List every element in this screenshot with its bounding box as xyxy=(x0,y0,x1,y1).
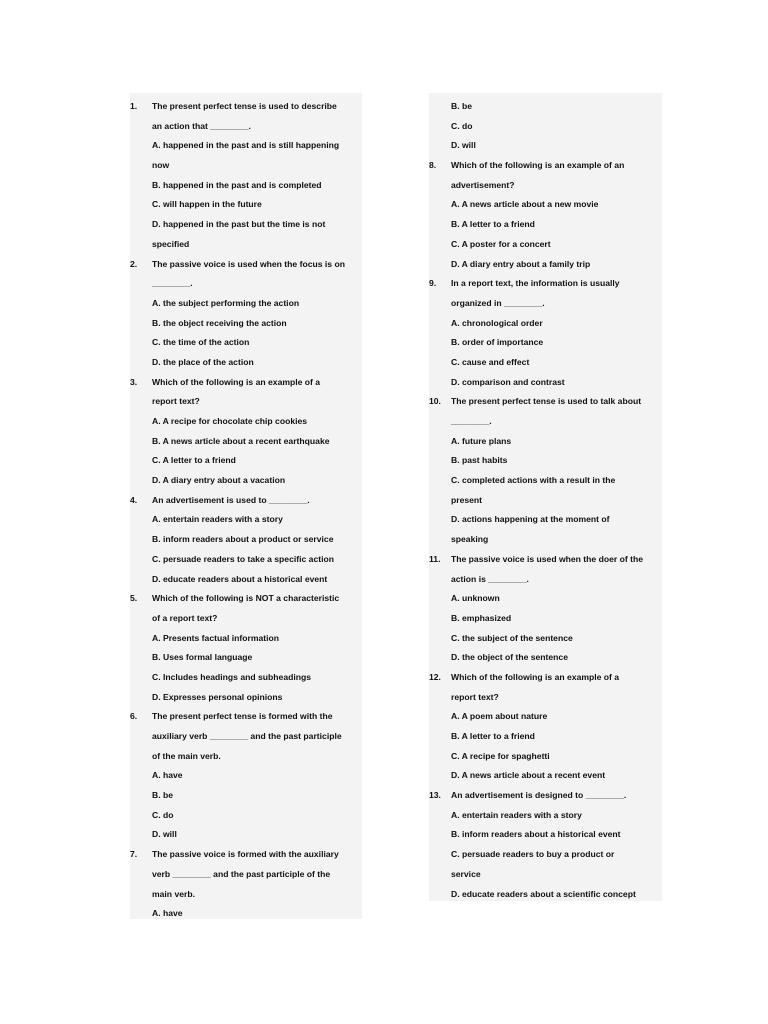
answer-line xyxy=(130,117,362,137)
question-number: 1. xyxy=(130,101,138,111)
answer-line xyxy=(429,530,662,550)
answer-line xyxy=(429,176,662,196)
answer-line xyxy=(429,609,662,629)
answer-line xyxy=(130,727,362,747)
question-text: The passive voice is formed with the auxiliary xyxy=(152,849,339,860)
line-text: D. the place of the action xyxy=(152,356,254,367)
line-text: report text? xyxy=(451,691,499,702)
answer-line xyxy=(130,865,362,885)
answer-line xyxy=(130,353,362,373)
line-text: D. Expresses personal opinions xyxy=(152,691,283,702)
line-text: D. educate readers about a historical event xyxy=(152,573,328,584)
line-text: D. actions happening at the moment of xyxy=(451,514,610,525)
answer-line xyxy=(429,412,662,432)
question-text: The present perfect tense is used to talk about xyxy=(451,396,642,407)
line-text: D. A diary entry about a family trip xyxy=(451,258,591,269)
line-text: B. order of importance xyxy=(451,337,544,348)
line-text: advertisement? xyxy=(451,179,515,190)
line-text: C. do xyxy=(451,120,473,131)
answer-line xyxy=(429,294,662,314)
question-line xyxy=(429,274,662,294)
line-text: A. have xyxy=(152,770,183,781)
line-text: C. will happen in the future xyxy=(152,199,262,210)
answer-line xyxy=(130,550,362,570)
line-text: specified xyxy=(152,238,190,249)
answer-line xyxy=(130,314,362,334)
question-line xyxy=(130,491,362,511)
line-text: of the main verb. xyxy=(152,750,221,761)
line-text: D. educate readers about a scientific concept xyxy=(451,888,636,899)
answer-line xyxy=(429,136,662,156)
question-text: An advertisement is used to ________. xyxy=(152,494,310,505)
question-text: The passive voice is used when the doer of the xyxy=(451,553,643,564)
line-text: D. A news article about a recent event xyxy=(451,770,606,781)
answer-line xyxy=(130,668,362,688)
line-text: present xyxy=(451,494,483,505)
answer-line xyxy=(130,510,362,530)
answer-line xyxy=(429,589,662,609)
line-text: A. happened in the past and is still happening xyxy=(152,140,340,151)
answer-line xyxy=(130,609,362,629)
line-text: B. happened in the past and is completed xyxy=(152,179,322,190)
answer-line xyxy=(429,747,662,767)
question-text: Which of the following is NOT a characteristic xyxy=(152,593,340,604)
answer-line xyxy=(429,727,662,747)
question-text: The passive voice is used when the focus is on xyxy=(152,258,345,269)
answer-line xyxy=(130,215,362,235)
line-text: A. A poem about nature xyxy=(451,711,548,722)
answer-line xyxy=(130,333,362,353)
question-line xyxy=(429,156,662,176)
answer-line xyxy=(429,97,662,117)
answer-line xyxy=(429,885,662,905)
line-text: C. the subject of the sentence xyxy=(451,632,573,643)
question-text: An advertisement is designed to ________. xyxy=(451,790,627,801)
line-text: now xyxy=(152,160,170,171)
answer-line xyxy=(429,314,662,334)
line-text: C. persuade readers to take a specific action xyxy=(152,553,334,564)
answer-line xyxy=(429,451,662,471)
question-number: 7. xyxy=(130,849,138,860)
answer-line xyxy=(130,530,362,550)
line-text: C. completed actions with a result in the xyxy=(451,475,616,486)
line-text: an action that ________. xyxy=(152,120,251,131)
line-text: A. unknown xyxy=(451,593,500,604)
answer-line xyxy=(429,688,662,708)
answer-line xyxy=(429,117,662,137)
line-text: A. Presents factual information xyxy=(152,632,280,643)
question-line xyxy=(130,707,362,727)
line-text: C. A recipe for spaghetti xyxy=(451,750,550,761)
line-text: B. the object receiving the action xyxy=(152,317,287,328)
line-text: A. have xyxy=(152,908,183,919)
answer-line xyxy=(429,570,662,590)
line-text: C. do xyxy=(152,809,174,820)
line-text: B. be xyxy=(451,101,473,111)
line-text: A. future plans xyxy=(451,435,512,446)
question-text: Which of the following is an example of an xyxy=(451,160,625,171)
question-number: 4. xyxy=(130,494,138,505)
answer-line xyxy=(130,412,362,432)
question-line xyxy=(429,668,662,688)
question-text: The present perfect tense is used to describe xyxy=(152,101,337,111)
question-number: 2. xyxy=(130,258,138,269)
question-number: 8. xyxy=(429,160,437,171)
line-text: C. A poster for a concert xyxy=(451,238,551,249)
answer-line xyxy=(130,195,362,215)
answer-line xyxy=(429,491,662,511)
question-number: 3. xyxy=(130,376,138,387)
answer-line xyxy=(429,825,662,845)
question-number: 13. xyxy=(429,790,441,801)
line-text: D. A diary entry about a vacation xyxy=(152,475,286,486)
line-text: A. chronological order xyxy=(451,317,543,328)
line-text: B. inform readers about a product or service xyxy=(152,534,334,545)
line-text: B. inform readers about a historical event xyxy=(451,829,621,840)
answer-line xyxy=(429,432,662,452)
line-text: B. A letter to a friend xyxy=(451,219,535,230)
answer-line xyxy=(130,156,362,176)
line-text: ________. xyxy=(152,278,193,289)
answer-line xyxy=(130,688,362,708)
answer-line xyxy=(429,373,662,393)
line-text: B. A news article about a recent earthquake xyxy=(152,435,330,446)
question-line xyxy=(429,392,662,412)
question-line xyxy=(130,845,362,865)
line-text: C. A letter to a friend xyxy=(152,455,236,466)
question-number: 12. xyxy=(429,671,441,682)
line-text: main verb. xyxy=(152,888,195,899)
answer-line xyxy=(130,747,362,767)
line-text: C. Includes headings and subheadings xyxy=(152,671,312,682)
question-text: The present perfect tense is formed with the xyxy=(152,711,333,722)
answer-line xyxy=(429,629,662,649)
line-text: B. be xyxy=(152,790,174,801)
answer-line xyxy=(130,294,362,314)
line-text: A. A news article about a new movie xyxy=(451,199,599,210)
line-text: action is ________. xyxy=(451,573,529,584)
line-text: B. Uses formal language xyxy=(152,652,253,663)
answer-line xyxy=(429,766,662,786)
line-text: D. comparison and contrast xyxy=(451,376,565,387)
answer-line xyxy=(130,786,362,806)
line-text: B. A letter to a friend xyxy=(451,731,535,741)
line-text: D. the object of the sentence xyxy=(451,652,568,663)
line-text: A. entertain readers with a story xyxy=(152,514,283,525)
line-text: D. will xyxy=(152,829,177,840)
answer-line xyxy=(429,648,662,668)
question-line xyxy=(130,373,362,393)
line-text: verb ________ and the past participle of the xyxy=(152,868,331,879)
line-text: A. the subject performing the action xyxy=(152,297,300,308)
answer-line xyxy=(130,176,362,196)
answer-line xyxy=(429,353,662,373)
question-number: 5. xyxy=(130,593,138,604)
answer-line xyxy=(130,885,362,905)
answer-line xyxy=(429,865,662,885)
answer-line xyxy=(130,274,362,294)
answer-line xyxy=(429,333,662,353)
line-text: D. will xyxy=(451,140,476,151)
line-text: auxiliary verb ________ and the past participle xyxy=(152,731,342,741)
question-line xyxy=(429,550,662,570)
answer-line xyxy=(130,806,362,826)
right-question-column xyxy=(429,93,662,901)
answer-line xyxy=(130,235,362,255)
answer-line xyxy=(130,825,362,845)
line-text: service xyxy=(451,868,481,879)
answer-line xyxy=(130,629,362,649)
line-text: C. cause and effect xyxy=(451,356,530,367)
answer-line xyxy=(429,510,662,530)
answer-line xyxy=(429,215,662,235)
question-line xyxy=(130,589,362,609)
answer-line xyxy=(429,845,662,865)
answer-line xyxy=(429,806,662,826)
left-question-column xyxy=(130,93,362,919)
answer-line xyxy=(429,471,662,491)
question-number: 6. xyxy=(130,711,138,722)
answer-line xyxy=(130,471,362,491)
question-number: 11. xyxy=(429,553,441,564)
answer-line xyxy=(130,432,362,452)
answer-line xyxy=(429,255,662,275)
line-text: C. persuade readers to buy a product or xyxy=(451,849,615,860)
line-text: report text? xyxy=(152,396,200,407)
line-text: of a report text? xyxy=(152,612,218,623)
answer-line xyxy=(130,648,362,668)
question-number: 9. xyxy=(429,278,437,289)
answer-line xyxy=(429,707,662,727)
answer-line xyxy=(429,195,662,215)
question-text: In a report text, the information is usually xyxy=(451,278,620,289)
answer-line xyxy=(130,766,362,786)
answer-line xyxy=(130,570,362,590)
line-text: A. A recipe for chocolate chip cookies xyxy=(152,416,308,426)
answer-line xyxy=(130,392,362,412)
line-text: B. emphasized xyxy=(451,612,512,623)
line-text: A. entertain readers with a story xyxy=(451,809,582,820)
line-text: organized in ________. xyxy=(451,297,545,308)
line-text: B. past habits xyxy=(451,455,508,466)
line-text: D. happened in the past but the time is not xyxy=(152,219,326,230)
question-line xyxy=(130,255,362,275)
line-text: speaking xyxy=(451,534,489,545)
question-text: Which of the following is an example of a xyxy=(152,376,321,387)
question-line xyxy=(130,97,362,117)
answer-line xyxy=(130,904,362,924)
answer-line xyxy=(130,136,362,156)
line-text: C. the time of the action xyxy=(152,337,250,348)
question-line xyxy=(429,786,662,806)
question-number: 10. xyxy=(429,396,441,407)
line-text: ________. xyxy=(451,416,492,426)
answer-line xyxy=(429,235,662,255)
question-text: Which of the following is an example of a xyxy=(451,671,620,682)
answer-line xyxy=(130,451,362,471)
